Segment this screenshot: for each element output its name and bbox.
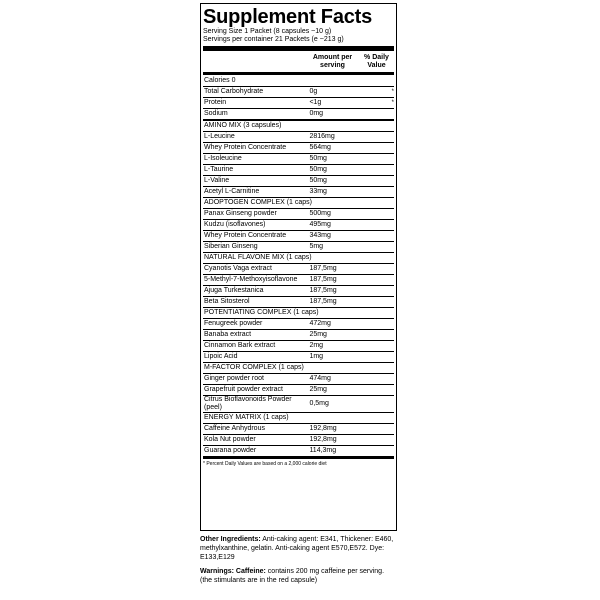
nutrient-row [203, 76, 394, 86]
ingredient-name: Citrus Bioflavonoids Powder (peel) [204, 396, 292, 411]
ingredient-name: Kudzu (isoflavones) [204, 221, 266, 228]
section-header-row [203, 307, 394, 318]
nutrient-row [203, 384, 394, 395]
nutrient-row [203, 274, 394, 285]
ingredient-amount: 50mg [309, 155, 327, 162]
ingredient-amount: <1g [309, 99, 322, 106]
nutrient-row [203, 241, 394, 252]
ingredient-name: Fenugreek powder [204, 320, 263, 327]
warnings [200, 567, 400, 585]
ingredient-amount: 0g [309, 88, 318, 95]
warnings-text: contains 200 mg caffeine per serving. [265, 568, 385, 575]
nutrient-row [203, 230, 394, 241]
servings-per-container: Servings per container 21 Packets (e ~213 g) [203, 36, 344, 43]
ingredient-amount: 2mg [309, 342, 324, 349]
section-header-row [203, 252, 394, 263]
nutrient-row [203, 340, 394, 351]
footnote: * Percent Daily Values are based on a 2,000 calorie diet [203, 456, 394, 467]
nutrient-row [203, 296, 394, 307]
ingredient-amount: 495mg [309, 221, 331, 228]
section-header-row [203, 121, 394, 131]
header-divider [203, 72, 394, 75]
other-ingredients-text: Anti-caking agent: E341, Thickener: E460, methylxanthine, gelatin. Anti-caking agent E570,E572. Dye: E133,E129 [200, 536, 394, 561]
section-title: ADOPTOGEN COMPLEX (1 caps) [204, 199, 313, 206]
basic-nutrients [203, 76, 394, 119]
ingredient-name: L-Isoleucine [204, 155, 242, 162]
warnings-note: (the stimulants are in the red capsule) [200, 577, 318, 584]
ingredient-amount: 564mg [309, 144, 331, 151]
supplement-facts-panel [200, 3, 397, 531]
ingredient-amount: 1mg [309, 353, 324, 360]
nutrient-row [203, 263, 394, 274]
ingredient-name: Beta Sitosterol [204, 298, 250, 305]
nutrient-row [203, 434, 394, 445]
nutrient-row [203, 395, 394, 412]
nutrient-row [203, 142, 394, 153]
section-header-row [203, 197, 394, 208]
nutrient-row [203, 131, 394, 142]
ingredient-name: Caffeine Anhydrous [204, 425, 265, 432]
ingredient-amount: 5mg [309, 243, 324, 250]
ingredient-name: Sodium [204, 110, 228, 117]
ingredient-amount: 187,5mg [309, 298, 337, 305]
ingredient-amount: 33mg [309, 188, 327, 195]
nutrient-row [203, 351, 394, 362]
ingredient-name: Cyanotis Vaga extract [204, 265, 272, 272]
ingredient-amount: 500mg [309, 210, 331, 217]
section-header-row [203, 362, 394, 373]
nutrient-row [203, 175, 394, 186]
ingredient-amount: 2816mg [309, 133, 335, 140]
nutrient-row [203, 318, 394, 329]
ingredient-name: Ginger powder root [204, 375, 264, 382]
nutrient-row [203, 108, 394, 119]
dv-header: % Daily Value [364, 54, 389, 69]
ingredient-amount: 50mg [309, 166, 327, 173]
ingredient-amount: 472mg [309, 320, 331, 327]
ingredient-name: Acetyl L-Carnitine [204, 188, 260, 195]
section-title: POTENTIATING COMPLEX (1 caps) [204, 309, 319, 316]
ingredient-name: Ajuga Turkestanica [204, 287, 264, 294]
ingredient-name: L-Leucine [204, 133, 235, 140]
nutrient-row [203, 208, 394, 219]
ingredient-name: Kola Nut powder [204, 436, 256, 443]
ingredient-name: Whey Protein Concentrate [204, 232, 287, 239]
amount-header: Amount per serving [312, 54, 353, 69]
daily-value: * [391, 100, 394, 106]
label-notes [200, 535, 400, 590]
thick-divider [203, 46, 394, 51]
ingredient-amount: 187,5mg [309, 276, 337, 283]
other-ingredients [200, 535, 400, 562]
other-ingredients-label: Other Ingredients: [200, 536, 261, 543]
ingredient-name: Siberian Ginseng [204, 243, 258, 250]
serving-size: Serving Size 1 Packet (8 capsules ~10 g) [203, 28, 332, 35]
ingredient-name: Panax Ginseng powder [204, 210, 277, 217]
panel-title: Supplement Facts [203, 6, 373, 28]
nutrient-row [203, 423, 394, 434]
nutrient-row [203, 164, 394, 175]
nutrient-row [203, 373, 394, 384]
nutrient-row [203, 186, 394, 197]
ingredient-amount: 187,5mg [309, 265, 337, 272]
nutrient-row [203, 219, 394, 230]
ingredient-name: Cinnamon Bark extract [204, 342, 276, 349]
nutrient-row [203, 153, 394, 164]
ingredient-amount: 25mg [309, 386, 327, 393]
ingredient-name: Guarana powder [204, 447, 257, 454]
column-header [203, 52, 394, 72]
section-title: NATURAL FLAVONE MIX (1 caps) [204, 254, 312, 261]
ingredient-amount: 343mg [309, 232, 331, 239]
ingredient-name: L-Taurine [204, 166, 234, 173]
ingredient-name: Banaba extract [204, 331, 252, 338]
nutrient-row [203, 285, 394, 296]
warnings-label: Warnings: Caffeine: [200, 568, 266, 575]
ingredient-amount: 25mg [309, 331, 327, 338]
ingredient-amount: 114,3mg [309, 447, 337, 454]
ingredient-name: Total Carbohydrate [204, 88, 264, 95]
ingredient-name: Grapefruit powder extract [204, 386, 283, 393]
ingredient-amount: 187,5mg [309, 287, 337, 294]
ingredient-amount: 0,5mg [309, 400, 329, 407]
ingredient-name: Calories 0 [204, 77, 236, 84]
ingredient-amount: 50mg [309, 177, 327, 184]
ingredient-name: Protein [204, 99, 227, 106]
ingredient-name: Lipoic Acid [204, 353, 238, 360]
ingredient-amount: 474mg [309, 375, 331, 382]
daily-value: * [391, 89, 394, 95]
ingredient-name: Whey Protein Concentrate [204, 144, 287, 151]
section-header-row [203, 412, 394, 423]
ingredient-amount: 192,8mg [309, 436, 337, 443]
ingredient-name: L-Valine [204, 177, 230, 184]
section-title: M-FACTOR COMPLEX (1 caps) [204, 364, 304, 371]
ingredient-amount: 0mg [309, 110, 324, 117]
ingredient-sections [203, 121, 394, 456]
nutrient-row [203, 445, 394, 456]
section-title: AMINO MIX (3 capsules) [204, 122, 282, 129]
nutrient-row [203, 329, 394, 340]
nutrient-row [203, 97, 394, 108]
ingredient-name: 5-Methyl-7-Methoxyisoflavone [204, 276, 298, 283]
section-title: ENERGY MATRIX (1 caps) [204, 414, 289, 421]
nutrient-row [203, 86, 394, 97]
ingredient-amount: 192,8mg [309, 425, 337, 432]
